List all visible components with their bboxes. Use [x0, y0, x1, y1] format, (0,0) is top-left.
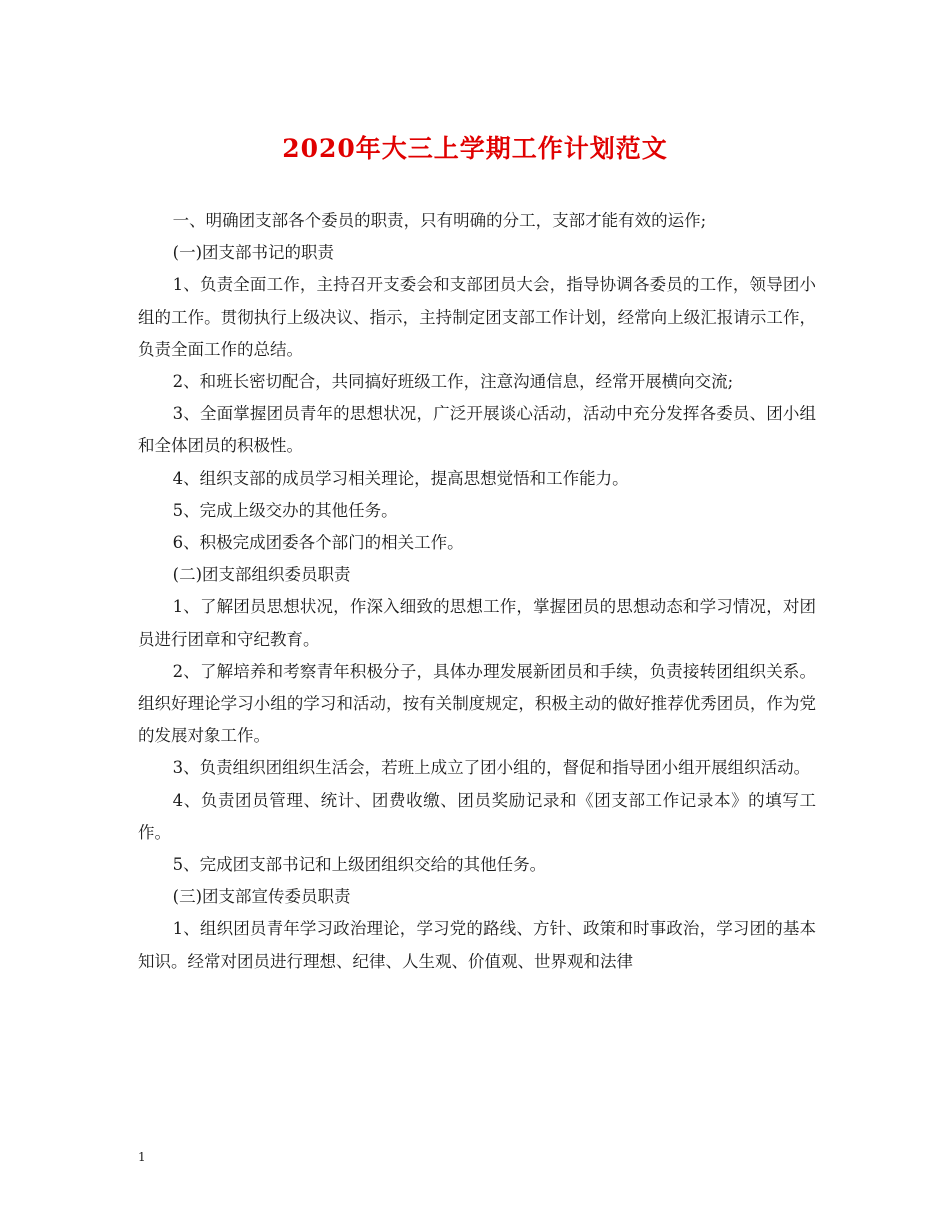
paragraph: 5、完成团支部书记和上级团组织交给的其他任务。	[172, 855, 547, 875]
paragraph: 2、了解培养和考察青年积极分子，具体办理发展新团员和手续，负责接转团组织关系。组织好理论学习小组的学习和活动，按有关制度规定，积极主动的做好推荐优秀团员，作为党的发展对象工作。	[138, 661, 816, 746]
section-heading: (二)团支部组织委员职责	[172, 565, 351, 585]
section-heading: (一)团支部书记的职责	[172, 243, 335, 263]
document-title: 2020年大三上学期工作计划范文	[282, 134, 668, 163]
paragraph: 3、负责组织团组织生活会，若班上成立了团小组的，督促和指导团小组开展组织活动。	[172, 758, 811, 778]
paragraph: 4、负责团员管理、统计、团费收缴、团员奖励记录和《团支部工作记录本》的填写工作。	[138, 790, 816, 842]
document-body	[138, 205, 816, 978]
paragraph: 4、组织支部的成员学习相关理论，提高思想觉悟和工作能力。	[172, 468, 629, 488]
paragraph: 1、了解团员思想状况，作深入细致的思想工作，掌握团员的思想动态和学习情况，对团员进行团章和守纪教育。	[138, 597, 816, 649]
page-number: 1	[138, 1150, 146, 1164]
paragraph: 6、积极完成团委各个部门的相关工作。	[172, 533, 464, 553]
paragraph: 2、和班长密切配合，共同搞好班级工作，注意沟通信息，经常开展横向交流;	[172, 372, 734, 392]
section-heading: (三)团支部宣传委员职责	[172, 887, 351, 907]
paragraph: 1、负责全面工作，主持召开支委会和支部团员大会，指导协调各委员的工作，领导团小组的工作。贯彻执行上级决议、指示，主持制定团支部工作计划，经常向上级汇报请示工作，负责全面工作的总结。	[138, 275, 816, 359]
paragraph: 一、明确团支部各个委员的职责，只有明确的分工，支部才能有效的运作;	[172, 211, 707, 230]
paragraph: 3、全面掌握团员青年的思想状况，广泛开展谈心活动，活动中充分发挥各委员、团小组和全体团员的积极性。	[138, 404, 816, 456]
paragraph: 5、完成上级交办的其他任务。	[172, 500, 398, 520]
paragraph: 1、组织团员青年学习政治理论，学习党的路线、方针、政策和时事政治，学习团的基本知识。经常对团员进行理想、纪律、人生观、价值观、世界观和法律	[138, 919, 816, 971]
